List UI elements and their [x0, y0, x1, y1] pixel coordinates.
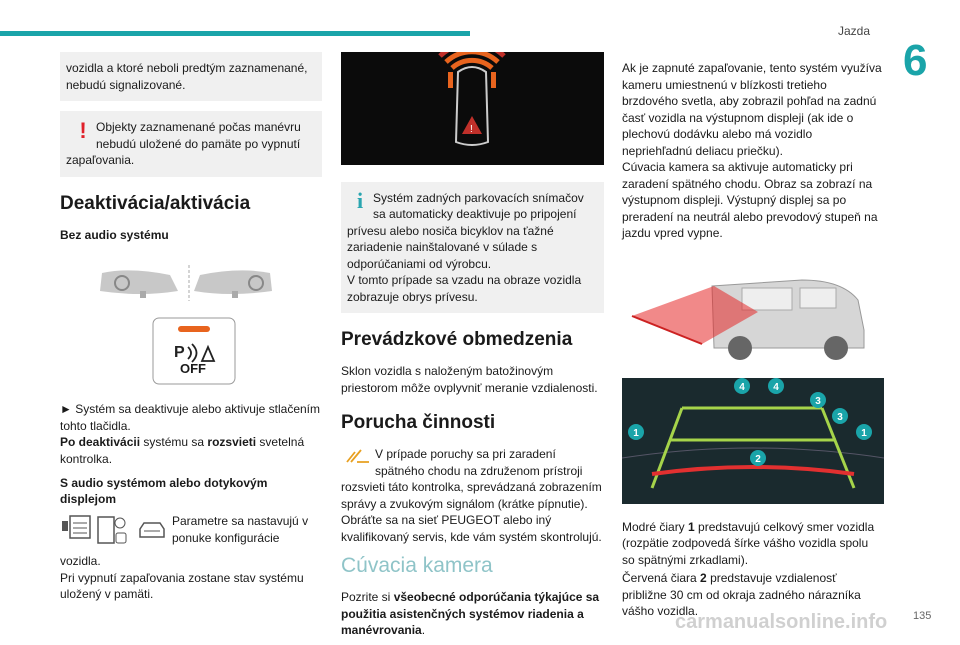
label-3-mid: 3 — [837, 412, 843, 423]
info-text: Systém zadných parkovacích snímačov sa automaticky deaktivuje po pripojení prívesu alebo nosiča bicyklov na ťažné zariadenie nainštalované v súlade s odporúčaniami od výrobcu. — [347, 190, 584, 271]
menu-icons — [60, 513, 168, 549]
warning-box — [60, 111, 322, 177]
para-slope: Sklon vozidla s naloženým batožinovým priestorom môže ovplyvniť meranie vzdialenosti. — [341, 364, 598, 395]
para-camera-activation: Cúvacia kamera sa aktivuje automaticky pri zaradení spätného chodu. Obraz sa zobrazí na výstupnom displeji. Výstupný displej sa po preradení na neutrál alebo prevodový stupeň na jazdu vpred vypne. — [622, 160, 878, 240]
heading-camera: Cúvacia kamera — [341, 554, 493, 577]
note-box — [60, 52, 322, 101]
label-4-left: 4 — [739, 382, 745, 393]
off-label: OFF — [180, 361, 206, 376]
info-text-2: V tomto prípade sa vzadu na obraze vozidla zobrazuje obrys prívesu. — [347, 273, 582, 304]
para-toggle: ► Systém sa deaktivuje alebo aktivuje stlačením tohto tlačidla. — [60, 402, 320, 433]
car-icon — [140, 523, 164, 537]
note-text: vozidla a ktoré neboli predtým zaznamenané, nebudú signalizované. — [66, 61, 308, 92]
park-sensor-off-button — [152, 317, 236, 385]
exclamation-icon: ! — [79, 118, 87, 143]
svg-text:P: P — [174, 344, 185, 361]
camera-view-image — [622, 378, 884, 504]
para-blue-lines: Modré čiary 1 predstavujú celkový smer vozidla (rozpätie zodpovedá šírke vášho vozidla spolu so spätnými zrkadlami). — [622, 519, 875, 567]
fault-block — [341, 446, 604, 545]
column-3 — [622, 60, 884, 626]
subheading-audio: S audio systémom alebo dotykovým displejom — [60, 476, 268, 506]
heading-deactivation: Deaktivácia/aktivácia — [60, 192, 251, 214]
watermark: carmanualsonline.info — [675, 611, 888, 633]
svg-text:!: ! — [470, 124, 473, 135]
label-1-right: 1 — [861, 428, 867, 439]
heading-limitations: Prevádzkové obmedzenia — [341, 329, 573, 350]
chapter-number: 6 — [903, 36, 928, 85]
para-lamp: Po deaktivácii systému sa rozsvieti svetelná kontrolka. — [60, 435, 305, 466]
info-box — [341, 182, 604, 314]
para-vehicle: vozidla. — [60, 554, 101, 568]
van-camera-illustration — [622, 258, 884, 368]
para-recommendations: Pozrite si všeobecné odporúčania týkajúce sa použitia asistenčných systémov riadenia a manévrovania. — [341, 590, 600, 637]
column-2 — [341, 52, 604, 645]
sensor-warning-icon — [341, 446, 375, 466]
para-camera-function: Ak je zapnuté zapaľovanie, tento systém využíva kameru umiestnenú v blízkosti tretieho brzdového svetla, aby zobrazil pohľad na zadnú časť vozidla na výstupnom displeji (ak ide o plechovú dodávku alebo má vozidlo nepriehľadnú deliacu priečku). — [622, 61, 882, 158]
settings-icon — [98, 517, 126, 543]
subheading-no-audio: Bez audio systému — [60, 227, 169, 242]
parking-sensor-display-image — [341, 52, 604, 165]
label-1-left: 1 — [633, 428, 639, 439]
page-number: 135 — [913, 610, 932, 622]
info-icon: i — [356, 187, 364, 213]
steering-wheel-icon — [60, 263, 322, 303]
config-icons-row — [60, 513, 322, 551]
label-2: 2 — [755, 454, 761, 465]
warning-text: Objekty zaznamenané počas manévru nebudú uložené do pamäte po vypnutí zapaľovania. — [66, 120, 301, 167]
section-title: Jazda — [838, 24, 871, 38]
label-3-top: 3 — [815, 396, 821, 407]
column-1 — [60, 52, 322, 609]
para-red-line: Červená čiara 2 predstavuje vzdialenosť približne 30 cm od okraja zadného nárazníka vášho vozidla. — [622, 571, 861, 618]
heading-malfunction: Porucha činnosti — [341, 412, 496, 433]
para-memory: Pri vypnutí zapaľovania zostane stav systému uložený v pamäti. — [60, 570, 304, 601]
fault-text: V prípade poruchy sa pri zaradení spätného chodu na združenom prístroji rozsvieti táto kontrolka, sprevádzaná zobrazením správy a zvukovým signálom (krátke pípnutie). Obráťte sa na sieť PEUGEOT alebo iný kvalifikovaný servis, kde vám systém skontrolujú. — [341, 447, 602, 544]
header-accent-bar — [0, 31, 470, 36]
icons-text: Parametre sa nastavujú v ponuke konfigurácie — [172, 514, 309, 545]
label-4-right: 4 — [773, 382, 779, 393]
